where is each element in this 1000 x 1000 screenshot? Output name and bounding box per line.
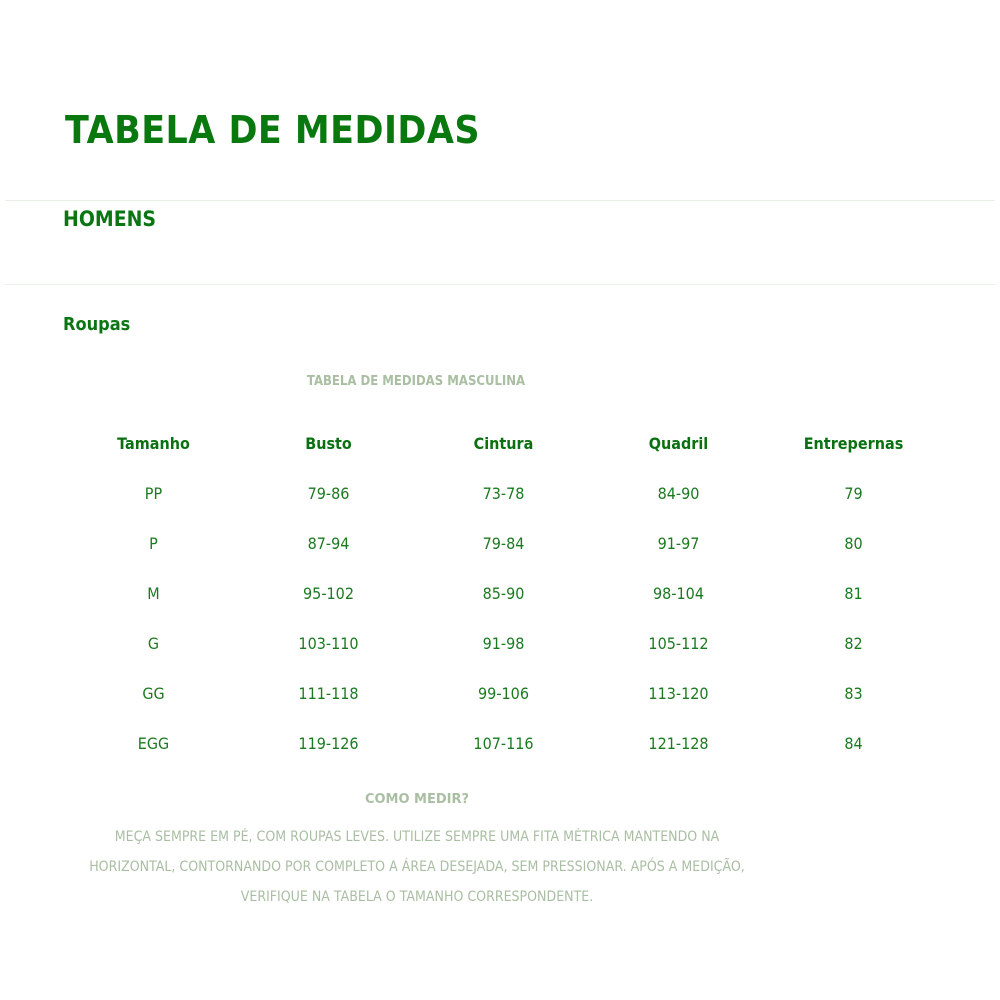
table-cell: 111-118 bbox=[298, 683, 359, 703]
column-header: Busto bbox=[305, 433, 352, 453]
table-cell: 103-110 bbox=[298, 633, 359, 653]
table-row bbox=[66, 468, 941, 518]
category-heading: Roupas bbox=[63, 314, 131, 335]
page-title: TABELA DE MEDIDAS bbox=[65, 108, 481, 152]
table-cell: 83 bbox=[844, 683, 863, 703]
table-row bbox=[66, 568, 941, 618]
table-cell: 99-106 bbox=[477, 683, 529, 703]
table-row bbox=[66, 668, 941, 718]
divider bbox=[5, 200, 995, 201]
size-table bbox=[66, 418, 941, 768]
table-row bbox=[66, 518, 941, 568]
table-cell: 84-90 bbox=[657, 483, 700, 503]
table-cell: 107-116 bbox=[473, 733, 534, 753]
how-to-text: HORIZONTAL, CONTORNANDO POR COMPLETO A ÁREA DESEJADA, SEM PRESSIONAR. APÓS A MEDIÇÃO, bbox=[89, 859, 745, 875]
table-cell: 91-97 bbox=[657, 533, 700, 553]
table-cell: 105-112 bbox=[648, 633, 709, 653]
table-cell: M bbox=[147, 583, 160, 603]
table-cell: 80 bbox=[844, 533, 863, 553]
table-cell: 81 bbox=[844, 583, 863, 603]
table-cell: P bbox=[149, 533, 158, 553]
table-cell: 84 bbox=[844, 733, 863, 753]
how-to-heading: COMO MEDIR? bbox=[364, 792, 470, 807]
table-cell: 79-86 bbox=[307, 483, 350, 503]
table-row bbox=[66, 718, 941, 768]
table-cell: 113-120 bbox=[648, 683, 709, 703]
divider bbox=[5, 284, 995, 285]
how-to-text: MEÇA SEMPRE EM PÉ, COM ROUPAS LEVES. UTILIZE SEMPRE UMA FITA MÉTRICA MANTENDO NA bbox=[114, 829, 720, 845]
how-to-text: VERIFIQUE NA TABELA O TAMANHO CORRESPONDENTE. bbox=[240, 889, 594, 905]
table-row bbox=[66, 618, 941, 668]
table-cell: GG bbox=[142, 683, 165, 703]
column-header: Quadril bbox=[648, 433, 709, 453]
table-cell: G bbox=[147, 633, 160, 653]
table-cell: 79-84 bbox=[482, 533, 525, 553]
table-cell: PP bbox=[144, 483, 163, 503]
column-header: Cintura bbox=[473, 433, 534, 453]
table-cell: 85-90 bbox=[482, 583, 525, 603]
column-header: Entrepernas bbox=[803, 433, 904, 453]
table-title: TABELA DE MEDIDAS MASCULINA bbox=[306, 374, 526, 389]
table-cell: 95-102 bbox=[302, 583, 354, 603]
table-header-row bbox=[66, 418, 941, 468]
section-heading: HOMENS bbox=[63, 207, 157, 231]
table-cell: 87-94 bbox=[307, 533, 350, 553]
table-cell: 98-104 bbox=[652, 583, 704, 603]
table-cell: 82 bbox=[844, 633, 863, 653]
table-cell: 79 bbox=[844, 483, 863, 503]
table-cell: 91-98 bbox=[482, 633, 525, 653]
table-cell: 121-128 bbox=[648, 733, 709, 753]
table-cell: 73-78 bbox=[482, 483, 525, 503]
table-cell: 119-126 bbox=[298, 733, 359, 753]
table-cell: EGG bbox=[137, 733, 170, 753]
column-header: Tamanho bbox=[117, 433, 190, 453]
